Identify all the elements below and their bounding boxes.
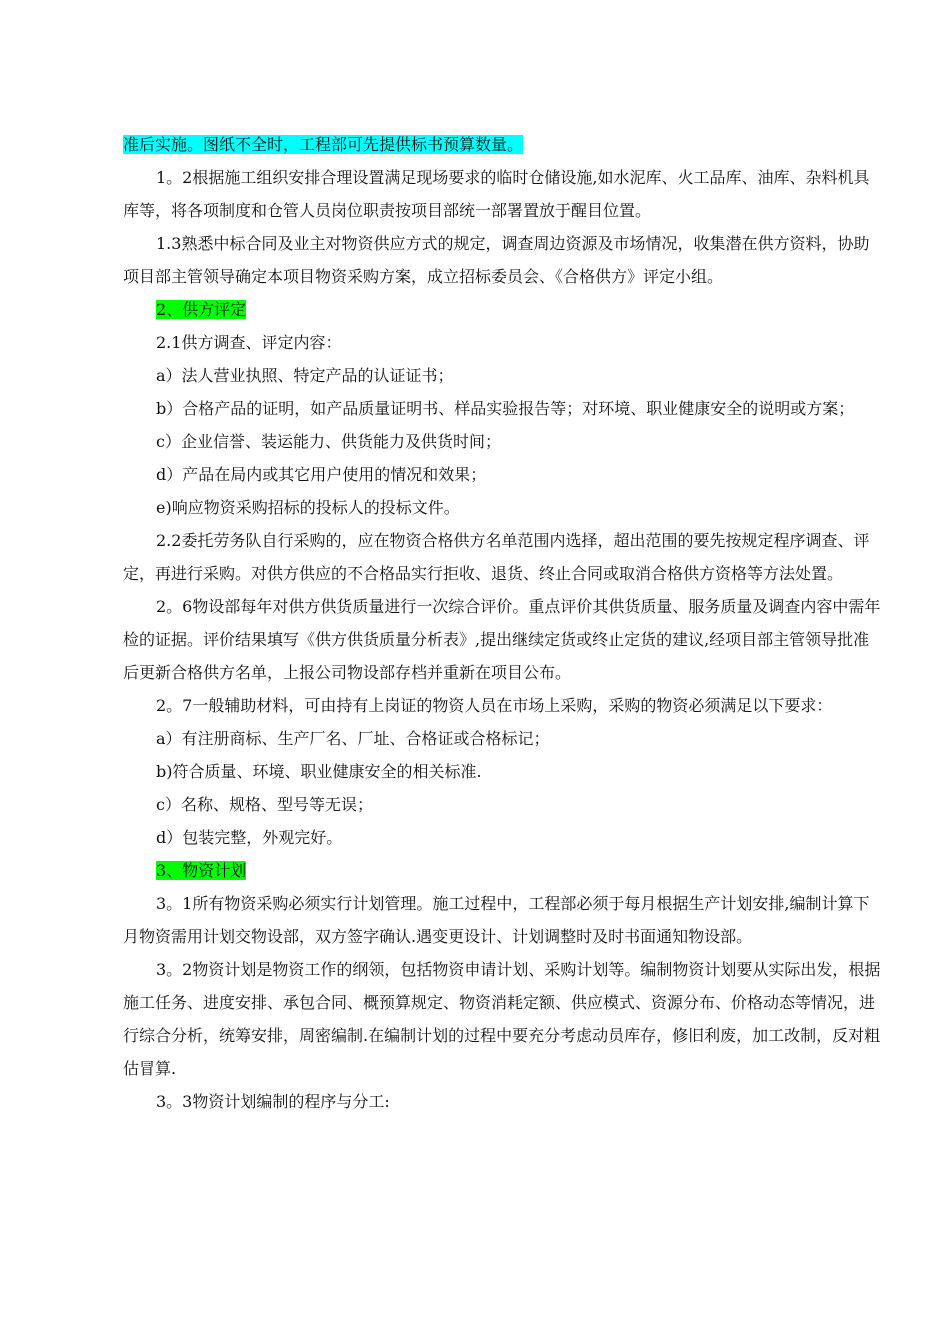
paragraph-3-1: 3。1所有物资采购必须实行计划管理。施工过程中，工程部必须于每月根据生产计划安排,编制计算下月物资需用计划交物设部，双方签字确认.遇变更设计、计划调整时及时书面通知物设部。 [123,894,870,946]
requirement-b: b)符合质量、环境、职业健康安全的相关标准. [156,762,482,781]
section-heading-2 [156,293,883,326]
paragraph-1-3: 1.3熟悉中标合同及业主对物资供应方式的规定，调查周边资源及市场情况，收集潜在供方资料，协助项目部主管领导确定本项目物资采购方案，成立招标委员会、《合格供方》评定小组。 [123,234,870,286]
list-item-c: c）企业信誉、装运能力、供货能力及供货时间； [156,432,501,451]
paragraph-2-6: 2。6物设部每年对供方供货质量进行一次综合评价。重点评价其供货质量、服务质量及调查内容中需年检的证据。评价结果填写《供方供货质量分析表》,提出继续定货或终止定货的建议,经项目部主管领导批准后更新合格供方名单，上报公司物设部存档并重新在项目公布。 [123,597,881,682]
list-item-a: a）法人营业执照、特定产品的认证证书； [156,366,454,385]
paragraph-1-2: 1。2根据施工组织安排合理设置满足现场要求的临时仓储设施,如水泥库、火工品库、油库、杂料机具库等，将各项制度和仓管人员岗位职责按项目部统一部署置放于醒目位置。 [123,168,870,220]
paragraph-2-2: 2.2委托劳务队自行采购的，应在物资合格供方名单范围内选择，超出范围的要先按规定程序调查、评定，再进行采购。对供方供应的不合格品实行拒收、退货、终止合同或取消合格供方资格等方法处置。 [123,531,870,583]
highlighted-text: 准后实施。图纸不全时，工程部可先提供标书预算数量。 [123,135,524,154]
requirement-a: a）有注册商标、生产厂名、厂址、合格证或合格标记； [156,729,550,748]
requirement-c: c）名称、规格、型号等无误； [156,795,373,814]
section-heading-3-text: 3、物资计划 [156,861,247,880]
list-item-e: e)响应物资采购招标的投标人的投标文件。 [156,498,460,517]
requirement-d: d）包装完整，外观完好。 [156,828,343,847]
section-heading-3 [156,854,883,887]
paragraph-3-2: 3。2物资计划是物资工作的纲领，包括物资申请计划、采购计划等。编制物资计划要从实际出发，根据施工任务、进度安排、承包合同、概预算规定、物资消耗定额、供应模式、资源分布、价格动态等情况，进行综合分析，统筹安排，周密编制.在编制计划的过程中要充分考虑动员库存，修旧利废，加工改制，反对粗估冒算. [123,960,881,1078]
list-item-d: d）产品在局内或其它用户使用的情况和效果； [156,465,487,484]
paragraph-continuation [123,128,883,161]
list-item-b: b）合格产品的证明，如产品质量证明书、样品实验报告等；对环境、职业健康安全的说明或方案； [156,399,855,418]
paragraph-2-7: 2。7一般辅助材料，可由持有上岗证的物资人员在市场上采购，采购的物资必须满足以下要求： [156,696,833,715]
paragraph-3-3: 3。3物资计划编制的程序与分工: [156,1092,390,1111]
document-body [123,128,883,1118]
section-heading-2-text: 2、供方评定 [156,300,247,319]
paragraph-2-1: 2.1供方调查、评定内容： [156,333,342,352]
